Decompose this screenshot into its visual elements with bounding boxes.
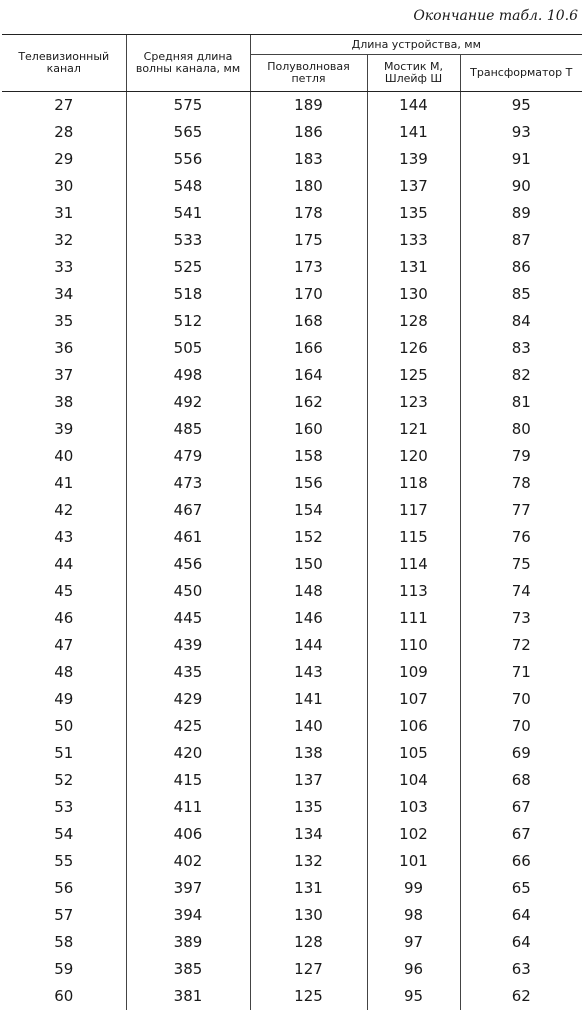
channel-cell: 57 <box>54 906 74 924</box>
channel-cell: 31 <box>54 204 74 222</box>
loop-cell: 158 <box>250 443 367 470</box>
table-row <box>2 605 582 632</box>
bridge-cell: 144 <box>367 92 460 120</box>
wavelength-cell: 518 <box>126 281 250 308</box>
bridge-cell: 107 <box>367 686 460 713</box>
transformer-cell: 91 <box>460 146 582 173</box>
table-row <box>2 821 582 848</box>
bridge-cell: 110 <box>367 632 460 659</box>
wavelength-cell: 394 <box>126 902 250 929</box>
header-channel: Телевизионный канал <box>2 35 126 92</box>
channel-cell: 33 <box>54 258 74 276</box>
table-body <box>2 92 582 1010</box>
wavelength-cell: 548 <box>126 173 250 200</box>
table-row <box>2 200 582 227</box>
transformer-cell: 67 <box>460 821 582 848</box>
table-row <box>2 956 582 983</box>
wavelength-cell: 397 <box>126 875 250 902</box>
header-device-length: Длина устройства, мм <box>250 35 582 55</box>
transformer-cell: 78 <box>460 470 582 497</box>
bridge-cell: 126 <box>367 335 460 362</box>
channel-cell: 32 <box>54 231 74 249</box>
channel-cell: 41 <box>54 474 74 492</box>
channel-cell: 35 <box>54 312 74 330</box>
loop-cell: 128 <box>250 929 367 956</box>
wavelength-cell: 450 <box>126 578 250 605</box>
table-row <box>2 740 582 767</box>
wavelength-cell: 406 <box>126 821 250 848</box>
transformer-cell: 82 <box>460 362 582 389</box>
bridge-cell: 128 <box>367 308 460 335</box>
bridge-cell: 135 <box>367 200 460 227</box>
transformer-cell: 70 <box>460 686 582 713</box>
channel-cell: 37 <box>54 366 74 384</box>
bridge-cell: 123 <box>367 389 460 416</box>
bridge-cell: 95 <box>367 983 460 1010</box>
channel-cell: 60 <box>54 987 74 1005</box>
wavelength-cell: 435 <box>126 659 250 686</box>
table-row <box>2 929 582 956</box>
channel-cell: 36 <box>54 339 74 357</box>
loop-cell: 146 <box>250 605 367 632</box>
transformer-cell: 66 <box>460 848 582 875</box>
transformer-cell: 95 <box>460 92 582 120</box>
table-row <box>2 551 582 578</box>
channel-cell: 29 <box>54 150 74 168</box>
wavelength-cell: 492 <box>126 389 250 416</box>
loop-cell: 138 <box>250 740 367 767</box>
loop-cell: 140 <box>250 713 367 740</box>
channel-cell: 53 <box>54 798 74 816</box>
transformer-cell: 87 <box>460 227 582 254</box>
channel-cell: 28 <box>54 123 74 141</box>
wavelength-cell: 525 <box>126 254 250 281</box>
table-row <box>2 227 582 254</box>
bridge-cell: 104 <box>367 767 460 794</box>
table-row <box>2 524 582 551</box>
loop-cell: 178 <box>250 200 367 227</box>
loop-cell: 156 <box>250 470 367 497</box>
channel-cell: 59 <box>54 960 74 978</box>
channel-cell: 48 <box>54 663 74 681</box>
loop-cell: 134 <box>250 821 367 848</box>
transformer-cell: 90 <box>460 173 582 200</box>
channel-cell: 40 <box>54 447 74 465</box>
header-transformer: Трансформатор Т <box>460 55 582 92</box>
wavelength-cell: 425 <box>126 713 250 740</box>
bridge-cell: 99 <box>367 875 460 902</box>
loop-cell: 141 <box>250 686 367 713</box>
transformer-cell: 69 <box>460 740 582 767</box>
bridge-cell: 114 <box>367 551 460 578</box>
table-row <box>2 281 582 308</box>
bridge-cell: 109 <box>367 659 460 686</box>
transformer-cell: 62 <box>460 983 582 1010</box>
transformer-cell: 76 <box>460 524 582 551</box>
wavelength-cell: 429 <box>126 686 250 713</box>
bridge-cell: 121 <box>367 416 460 443</box>
transformer-cell: 67 <box>460 794 582 821</box>
channel-cell: 43 <box>54 528 74 546</box>
bridge-cell: 130 <box>367 281 460 308</box>
channel-cell: 51 <box>54 744 74 762</box>
transformer-cell: 73 <box>460 605 582 632</box>
table-row <box>2 497 582 524</box>
table-row <box>2 362 582 389</box>
table-row <box>2 92 582 120</box>
loop-cell: 189 <box>250 92 367 120</box>
wavelength-cell: 461 <box>126 524 250 551</box>
bridge-cell: 120 <box>367 443 460 470</box>
wavelength-cell: 479 <box>126 443 250 470</box>
loop-cell: 148 <box>250 578 367 605</box>
transformer-cell: 70 <box>460 713 582 740</box>
table-row <box>2 659 582 686</box>
loop-cell: 166 <box>250 335 367 362</box>
table-row <box>2 983 582 1010</box>
transformer-cell: 74 <box>460 578 582 605</box>
table-row <box>2 146 582 173</box>
bridge-cell: 103 <box>367 794 460 821</box>
loop-cell: 183 <box>250 146 367 173</box>
bridge-cell: 101 <box>367 848 460 875</box>
bridge-cell: 106 <box>367 713 460 740</box>
table-row <box>2 632 582 659</box>
header-loop: Полуволновая петля <box>250 55 367 92</box>
transformer-cell: 71 <box>460 659 582 686</box>
transformer-cell: 77 <box>460 497 582 524</box>
table-row <box>2 902 582 929</box>
table-row <box>2 470 582 497</box>
wavelength-cell: 439 <box>126 632 250 659</box>
loop-cell: 152 <box>250 524 367 551</box>
transformer-cell: 81 <box>460 389 582 416</box>
channel-cell: 27 <box>54 96 74 114</box>
wavelength-cell: 411 <box>126 794 250 821</box>
channel-cell: 58 <box>54 933 74 951</box>
wavelength-cell: 420 <box>126 740 250 767</box>
wavelength-cell: 456 <box>126 551 250 578</box>
bridge-cell: 131 <box>367 254 460 281</box>
loop-cell: 173 <box>250 254 367 281</box>
wavelength-cell: 505 <box>126 335 250 362</box>
table-header <box>2 35 582 92</box>
table-caption: Окончание табл. 10.6 <box>413 8 578 24</box>
transformer-cell: 64 <box>460 929 582 956</box>
loop-cell: 150 <box>250 551 367 578</box>
loop-cell: 135 <box>250 794 367 821</box>
table-row <box>2 794 582 821</box>
loop-cell: 137 <box>250 767 367 794</box>
wavelength-cell: 485 <box>126 416 250 443</box>
transformer-cell: 75 <box>460 551 582 578</box>
bridge-cell: 139 <box>367 146 460 173</box>
bridge-cell: 97 <box>367 929 460 956</box>
transformer-cell: 85 <box>460 281 582 308</box>
transformer-cell: 72 <box>460 632 582 659</box>
table-row <box>2 389 582 416</box>
loop-cell: 160 <box>250 416 367 443</box>
channel-cell: 52 <box>54 771 74 789</box>
table-row <box>2 119 582 146</box>
header-bridge: Мостик М, Шлейф Ш <box>367 55 460 92</box>
loop-cell: 170 <box>250 281 367 308</box>
wavelength-cell: 565 <box>126 119 250 146</box>
loop-cell: 162 <box>250 389 367 416</box>
table-row <box>2 443 582 470</box>
transformer-cell: 93 <box>460 119 582 146</box>
bridge-cell: 125 <box>367 362 460 389</box>
channel-cell: 54 <box>54 825 74 843</box>
loop-cell: 144 <box>250 632 367 659</box>
loop-cell: 130 <box>250 902 367 929</box>
table-row <box>2 416 582 443</box>
table-row <box>2 713 582 740</box>
wavelength-cell: 381 <box>126 983 250 1010</box>
data-table <box>2 34 582 1010</box>
loop-cell: 132 <box>250 848 367 875</box>
bridge-cell: 111 <box>367 605 460 632</box>
wavelength-cell: 498 <box>126 362 250 389</box>
loop-cell: 125 <box>250 983 367 1010</box>
loop-cell: 180 <box>250 173 367 200</box>
wavelength-cell: 445 <box>126 605 250 632</box>
table-row <box>2 848 582 875</box>
channel-cell: 30 <box>54 177 74 195</box>
wavelength-cell: 389 <box>126 929 250 956</box>
loop-cell: 154 <box>250 497 367 524</box>
channel-cell: 42 <box>54 501 74 519</box>
channel-cell: 46 <box>54 609 74 627</box>
channel-cell: 49 <box>54 690 74 708</box>
bridge-cell: 102 <box>367 821 460 848</box>
loop-cell: 143 <box>250 659 367 686</box>
header-wavelength: Средняя длина волны канала, мм <box>126 35 250 92</box>
channel-cell: 47 <box>54 636 74 654</box>
table-row <box>2 173 582 200</box>
channel-cell: 50 <box>54 717 74 735</box>
loop-cell: 186 <box>250 119 367 146</box>
table-row <box>2 767 582 794</box>
bridge-cell: 105 <box>367 740 460 767</box>
channel-cell: 44 <box>54 555 74 573</box>
table-row <box>2 875 582 902</box>
wavelength-cell: 415 <box>126 767 250 794</box>
loop-cell: 127 <box>250 956 367 983</box>
bridge-cell: 96 <box>367 956 460 983</box>
wavelength-cell: 575 <box>126 92 250 120</box>
table-row <box>2 335 582 362</box>
transformer-cell: 86 <box>460 254 582 281</box>
table-row <box>2 578 582 605</box>
wavelength-cell: 402 <box>126 848 250 875</box>
channel-cell: 34 <box>54 285 74 303</box>
transformer-cell: 68 <box>460 767 582 794</box>
wavelength-cell: 541 <box>126 200 250 227</box>
transformer-cell: 65 <box>460 875 582 902</box>
transformer-cell: 63 <box>460 956 582 983</box>
transformer-cell: 89 <box>460 200 582 227</box>
transformer-cell: 83 <box>460 335 582 362</box>
bridge-cell: 98 <box>367 902 460 929</box>
wavelength-cell: 385 <box>126 956 250 983</box>
channel-cell: 56 <box>54 879 74 897</box>
bridge-cell: 118 <box>367 470 460 497</box>
table-row <box>2 254 582 281</box>
wavelength-cell: 556 <box>126 146 250 173</box>
channel-cell: 38 <box>54 393 74 411</box>
loop-cell: 168 <box>250 308 367 335</box>
bridge-cell: 133 <box>367 227 460 254</box>
wavelength-cell: 512 <box>126 308 250 335</box>
loop-cell: 164 <box>250 362 367 389</box>
wavelength-cell: 533 <box>126 227 250 254</box>
transformer-cell: 64 <box>460 902 582 929</box>
wavelength-cell: 473 <box>126 470 250 497</box>
bridge-cell: 137 <box>367 173 460 200</box>
bridge-cell: 113 <box>367 578 460 605</box>
loop-cell: 131 <box>250 875 367 902</box>
loop-cell: 175 <box>250 227 367 254</box>
bridge-cell: 115 <box>367 524 460 551</box>
transformer-cell: 80 <box>460 416 582 443</box>
wavelength-cell: 467 <box>126 497 250 524</box>
transformer-cell: 79 <box>460 443 582 470</box>
channel-cell: 39 <box>54 420 74 438</box>
table-row <box>2 308 582 335</box>
bridge-cell: 117 <box>367 497 460 524</box>
table-row <box>2 686 582 713</box>
channel-cell: 45 <box>54 582 74 600</box>
bridge-cell: 141 <box>367 119 460 146</box>
channel-cell: 55 <box>54 852 74 870</box>
transformer-cell: 84 <box>460 308 582 335</box>
